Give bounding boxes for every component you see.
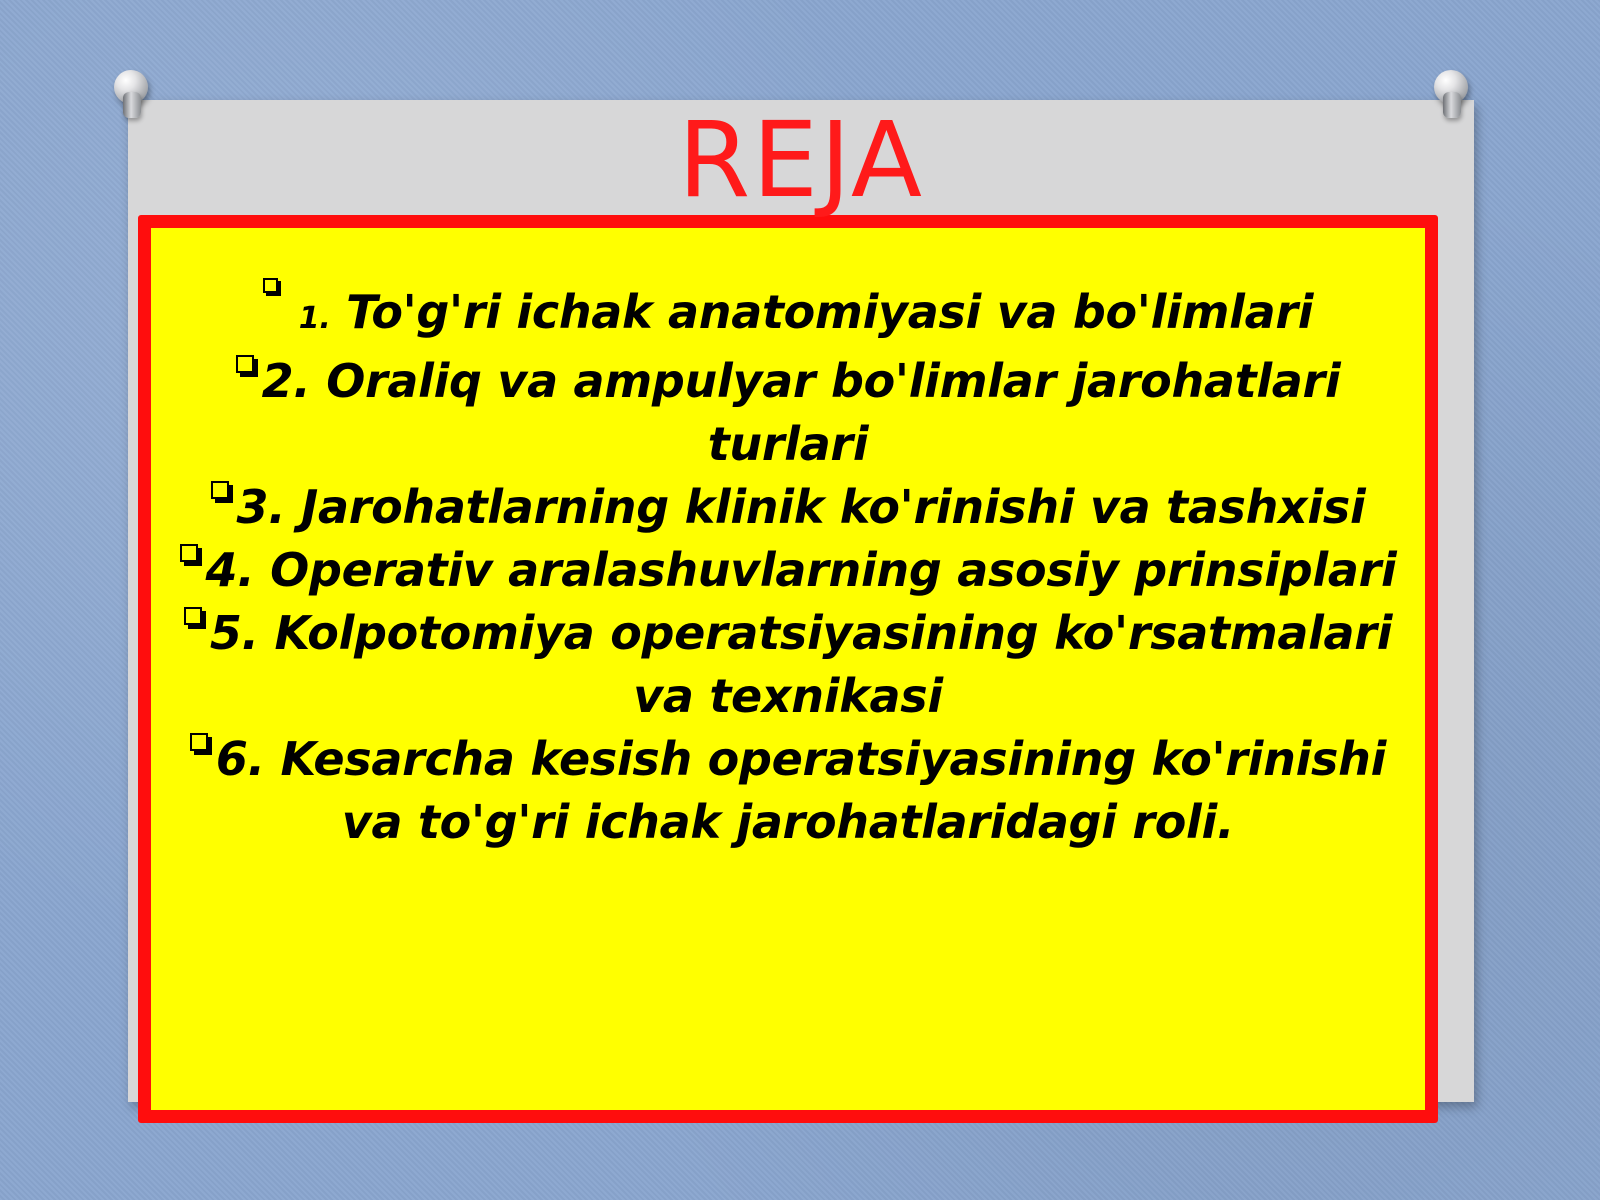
plan-item-number: 3. [236,480,286,534]
plan-list [151,228,1425,854]
plan-item-text: Kolpotomiya operatsiyasining ko'rsatmalari va texnikasi [274,606,1393,723]
plan-item-4 [163,539,1413,602]
checkbox-square-icon [211,481,233,503]
plan-item-3 [163,476,1413,539]
slide-title: REJA [678,99,924,221]
plan-item-text: Operativ aralashuvlarning asosiy prinsiplari [270,543,1397,597]
checkbox-square-icon [180,544,202,566]
plan-item-text: Jarohatlarning klinik ko'rinishi va tashxisi [301,480,1366,534]
plan-item-text: Kesarcha kesish operatsiyasining ko'rinishi va to'g'ri ichak jarohatlaridagi roli. [280,732,1387,849]
plan-box [138,215,1438,1123]
plan-item-number: 5. [209,606,259,660]
checkbox-square-icon [263,278,281,300]
checkbox-square-icon [190,733,212,755]
plan-item-1 [163,278,1413,350]
plan-item-number: 6. [215,732,265,786]
plan-item-text: Oraliq va ampulyar bo'limlar jarohatlari turlari [326,354,1341,471]
plan-item-5 [163,602,1413,728]
plan-item-text: To'g'ri ichak anatomiyasi va bo'limlari [346,285,1314,339]
pushpin-left-icon [114,70,148,104]
checkbox-square-icon [184,607,206,629]
plan-item-number: 1. [298,301,331,336]
checkbox-square-icon [236,355,258,377]
plan-item-number: 4. [205,543,255,597]
pushpin-right-icon [1434,70,1468,104]
plan-item-number: 2. [261,354,311,408]
plan-item-6 [163,728,1413,854]
plan-item-2 [163,350,1413,476]
